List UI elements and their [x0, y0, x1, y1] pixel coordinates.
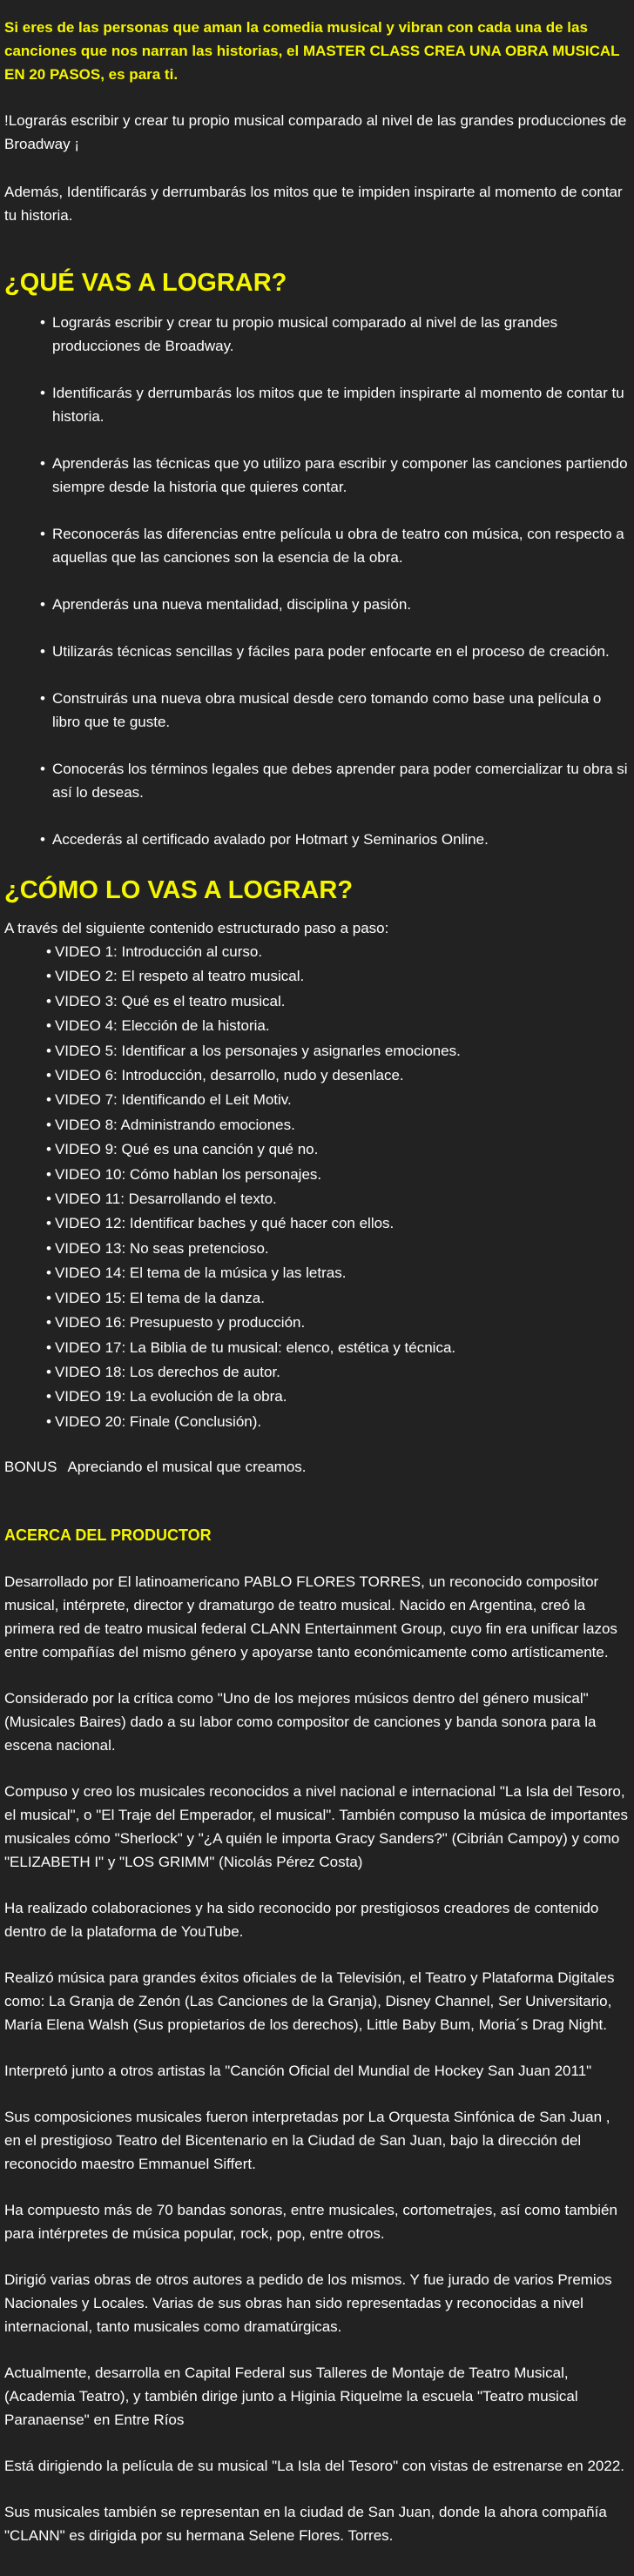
video-label: VIDEO 4: Elección de la historia.: [54, 1017, 270, 1035]
bullet: •: [46, 1388, 51, 1405]
bullet: •: [46, 1165, 51, 1183]
bullet: •: [46, 1191, 51, 1208]
video-label: VIDEO 2: El respeto al teatro musical.: [54, 968, 305, 985]
producer-paragraph: Sus musicales también se representan en la ciudad de San Juan, donde la ahora compañía "CLANN" es dirigida por su hermana Selene Flores. Torres.: [4, 2504, 607, 2545]
video-label: VIDEO 10: Cómo hablan los personajes.: [54, 1165, 322, 1183]
producer-paragraph: Ha realizado colaboraciones y ha sido reconocido por prestigiosos creadores de contenido dentro de la plataforma de YouTube.: [4, 1900, 599, 1941]
video-label: VIDEO 1: Introducción al curso.: [54, 943, 263, 960]
intro-paragraph-2: Además, Identificarás y derrumbarás los mitos que te impiden inspirarte al momento de contar tu historia.: [4, 184, 623, 224]
video-item: [46, 1137, 631, 1162]
bullet: •: [46, 943, 51, 960]
producer-paragraph: Actualmente, desarrolla en Capital Federal sus Talleres de Montaje de Teatro Musical, (Academia Teatro), y también dirige junto a Higinia Riquelme la escuela "Teatro musical Paranaense" en Entre Ríos: [4, 2365, 578, 2429]
bullet: •: [46, 1314, 51, 1332]
video-label: VIDEO 17: La Biblia de tu musical: elenco, estética y técnica.: [54, 1338, 456, 1356]
video-item: [46, 1014, 631, 1038]
video-label: VIDEO 13: No seas pretencioso.: [54, 1239, 269, 1257]
achieve-item: • Lograrás escribir y crear tu propio musical comparado al nivel de las grandes producciones de Broadway.: [40, 311, 631, 358]
video-item: [46, 1360, 631, 1385]
video-item: [46, 940, 631, 964]
video-label: VIDEO 3: Qué es el teatro musical.: [54, 992, 286, 1010]
video-item: [46, 1211, 631, 1236]
video-label: VIDEO 5: Identificar a los personajes y asignarles emociones.: [54, 1042, 461, 1059]
producer-paragraph: Considerado por la crítica como "Uno de los mejores músicos dentro del género musical" (Musicales Baires) dado a su labor como compositor de canciones y banda sonora para la escena nacional.: [4, 1690, 597, 1754]
bullet: •: [46, 1017, 51, 1035]
video-item: [46, 1237, 631, 1261]
video-item: [46, 1385, 631, 1409]
achieve-item: • Utilizarás técnicas sencillas y fáciles para poder enfocarte en el proceso de creación.: [40, 640, 631, 663]
bullet: •: [46, 1363, 51, 1380]
bullet: •: [46, 1042, 51, 1059]
achieve-item: • Accederás al certificado avalado por Hotmart y Seminarios Online.: [40, 828, 631, 851]
how-lead: A través del siguiente contenido estructurado paso a paso:: [4, 920, 389, 936]
video-item: [46, 1113, 631, 1137]
video-item: [46, 964, 631, 989]
video-label: VIDEO 11: Desarrollando el texto.: [54, 1191, 277, 1208]
achieve-item: • Reconocerás las diferencias entre película u obra de teatro con música, con respecto a aquellas que las canciones son la esencia de la obra.: [40, 522, 631, 569]
video-item: [46, 1311, 631, 1335]
video-item: [46, 1286, 631, 1311]
video-item: [46, 1261, 631, 1285]
bullet: •: [46, 1265, 51, 1282]
video-label: VIDEO 6: Introducción, desarrollo, nudo y desenlace.: [54, 1067, 404, 1084]
bullet: •: [46, 1215, 51, 1232]
bullet: •: [46, 1116, 51, 1133]
producer-paragraph: Realizó música para grandes éxitos oficiales de la Televisión, el Teatro y Plataforma Digitales como: La Granja de Zenón (Las Canciones de la Granja), Disney Channel, Ser Universitario, María Elena Walsh (Sus propietarios de los derechos), Little Baby Bum, Moria´s Drag Night.: [4, 1969, 615, 2034]
producer-paragraph: Ha compuesto más de 70 bandas sonoras, entre musicales, cortometrajes, así como también para intérpretes de música popular, rock, pop, entre otros.: [4, 2202, 617, 2243]
bullet: •: [46, 968, 51, 985]
bullet: •: [46, 1289, 51, 1306]
video-item: [46, 1039, 631, 1063]
video-label: VIDEO 19: La evolución de la obra.: [54, 1388, 287, 1405]
bonus-text: Apreciando el musical que creamos.: [67, 1459, 307, 1476]
producer-title: ACERCA DEL PRODUCTOR: [4, 1526, 212, 1545]
video-label: VIDEO 18: Los derechos de autor.: [54, 1363, 280, 1380]
achieve-item: • Conocerás los términos legales que debes aprender para poder comercializar tu obra si así lo deseas.: [40, 757, 631, 804]
producer-paragraph: Interpretó junto a otros artistas la "Canción Oficial del Mundial de Hockey San Juan 2011": [4, 2063, 592, 2080]
achieve-list: [4, 311, 631, 851]
video-label: VIDEO 15: El tema de la danza.: [54, 1289, 265, 1306]
intro-highlight: Si eres de las personas que aman la comedia musical y vibran con cada una de las canciones que nos narran las historias, el MASTER CLASS CREA UNA OBRA MUSICAL EN 20 PASOS, es para ti.: [4, 19, 620, 83]
video-label: VIDEO 16: Presupuesto y producción.: [54, 1314, 306, 1332]
achieve-item: • Aprenderás las técnicas que yo utilizo para escribir y componer las canciones partiendo siempre desde la historia que quieres contar.: [40, 452, 631, 499]
video-item: [46, 1063, 631, 1088]
bullet: •: [46, 1338, 51, 1356]
video-item: [46, 989, 631, 1014]
bullet: •: [46, 1141, 51, 1158]
producer-paragraph: Compuso y creo los musicales reconocidos a nivel nacional e internacional "La Isla del Tesoro, el musical", o "El Traje del Emperador, el musical". También compuso la música de importantes musicales cómo "Sherlock" y "¿A quién le importa Gracy Sanders?" (Cibrián Campoy) y como "ELIZABETH I" y "LOS GRIMM" (Nicolás Pérez Costa): [4, 1783, 629, 1871]
bullet: •: [46, 1412, 51, 1430]
video-item: [46, 1336, 631, 1360]
bullet: •: [46, 1091, 51, 1109]
achieve-item: • Aprenderás una nueva mentalidad, disciplina y pasión.: [40, 593, 631, 616]
bonus-tag: BONUS: [4, 1459, 57, 1476]
achieve-title: ¿QUÉ VAS A LOGRAR?: [4, 269, 287, 297]
bullet: •: [46, 992, 51, 1010]
video-label: VIDEO 20: Finale (Conclusión).: [54, 1412, 262, 1430]
bonus-line: [4, 1455, 631, 1479]
how-title: ¿CÓMO LO VAS A LOGRAR?: [4, 876, 354, 904]
video-label: VIDEO 9: Qué es una canción y qué no.: [54, 1141, 319, 1158]
video-label: VIDEO 8: Administrando emociones.: [54, 1116, 295, 1133]
producer-paragraph: Está dirigiendo la película de su musical "La Isla del Tesoro" con vistas de estrenarse en 2022.: [4, 2458, 624, 2475]
video-item: [46, 1163, 631, 1187]
video-item: [46, 1187, 631, 1211]
producer-paragraph: Sus composiciones musicales fueron interpretadas por La Orquesta Sinfónica de San Juan , en el prestigioso Teatro del Bicentenario en la Ciudad de San Juan, bajo la dirección del reconocido maestro Emmanuel Siffert.: [4, 2109, 610, 2173]
video-list: [4, 940, 631, 1434]
intro-paragraph-1: !Lograrás escribir y crear tu propio musical comparado al nivel de las grandes producciones de Broadway ¡: [4, 112, 627, 152]
achieve-item: • Identificarás y derrumbarás los mitos que te impiden inspirarte al momento de contar tu historia.: [40, 381, 631, 428]
bullet: •: [46, 1239, 51, 1257]
video-label: VIDEO 14: El tema de la música y las letras.: [54, 1265, 347, 1282]
video-item: [46, 1410, 631, 1434]
video-item: [46, 1088, 631, 1112]
video-label: VIDEO 7: Identificando el Leit Motiv.: [54, 1091, 292, 1109]
producer-paragraph: Desarrollado por El latinoamericano PABLO FLORES TORRES, un reconocido compositor musical, intérprete, director y dramaturgo de teatro musical. Nacido en Argentina, creó la primera red de teatro musical federal CLANN Entertainment Group, cuyo fin era unificar lazos entre compañías del mismo género y apoyarse tanto económicamente como artísticamente.: [4, 1573, 617, 1661]
producer-paragraph: Dirigió varias obras de otros autores a pedido de los mismos. Y fue jurado de varios Premios Nacionales y Locales. Varias de sus obras han sido representadas y reconocidas a nivel internacional, tanto musicales como dramatúrgicas.: [4, 2271, 612, 2336]
achieve-item: • Construirás una nueva obra musical desde cero tomando como base una película o libro que te guste.: [40, 687, 631, 734]
bullet: •: [46, 1067, 51, 1084]
video-label: VIDEO 12: Identificar baches y qué hacer con ellos.: [54, 1215, 395, 1232]
